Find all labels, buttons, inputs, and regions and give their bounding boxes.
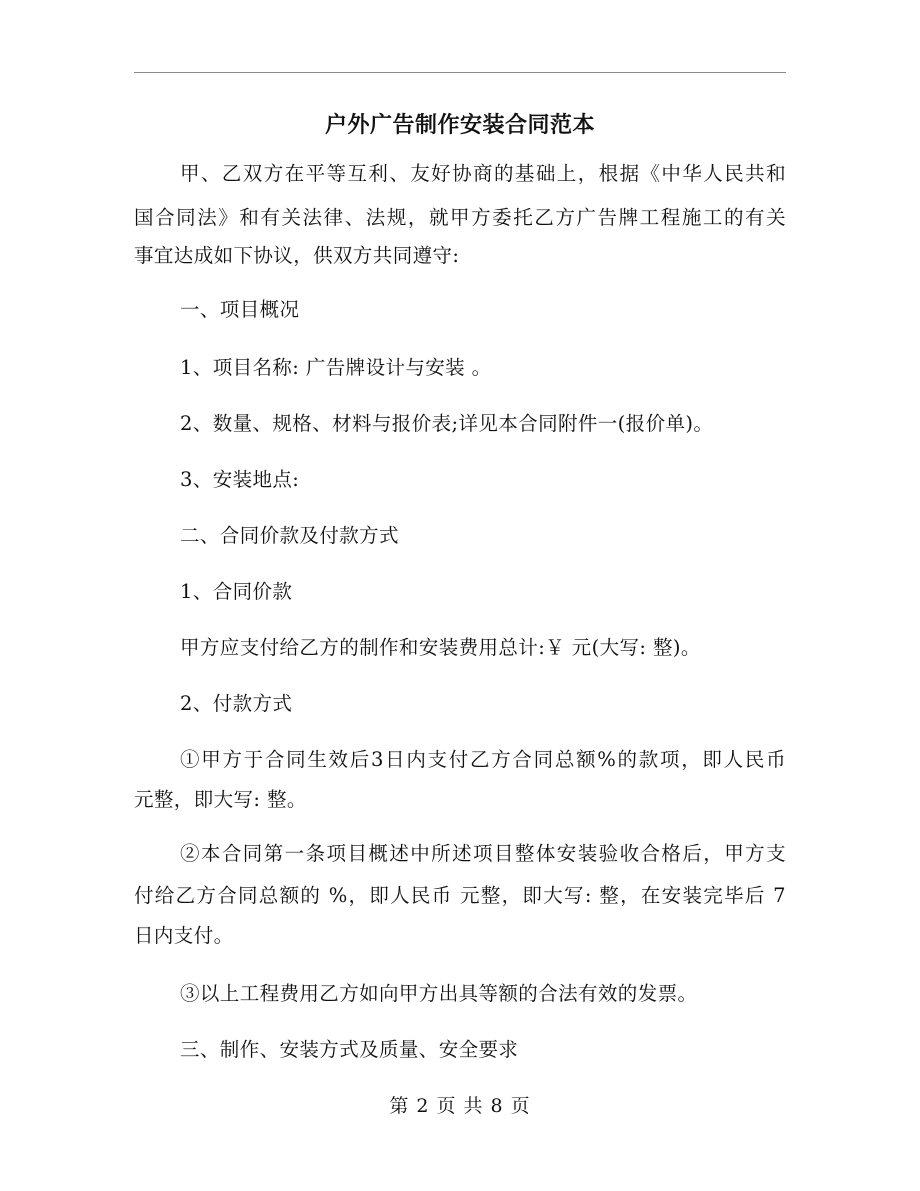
section-1-item-1: 1、项目名称: 广告牌设计与安装 。 — [180, 356, 492, 379]
section-2-heading: 二、合同价款及付款方式 — [180, 524, 399, 547]
payment-clause-1-line-2: 元整，即大写: 整。 — [134, 788, 307, 811]
document-title: 户外广告制作安装合同范本 — [324, 113, 595, 138]
page-number: 第 2 页 共 8 页 — [389, 1095, 531, 1117]
preamble-line-2: 国合同法》和有关法律、法规，就甲方委托乙方广告牌工程施工的有关 — [134, 206, 786, 229]
section-1-heading: 一、项目概况 — [180, 298, 300, 321]
payment-clause-2-line-1: ②本合同第一条项目概述中所述项目整体安装验收合格后，甲方支 — [180, 842, 786, 865]
payment-clause-3: ③以上工程费用乙方如向甲方出具等额的合法有效的发票。 — [180, 982, 698, 1005]
preamble-line-3: 事宜达成如下协议，供双方共同遵守: — [134, 244, 460, 267]
section-2-sub-2-heading: 2、付款方式 — [180, 692, 293, 715]
payment-clause-2-line-3: 日内支付。 — [134, 924, 234, 947]
header-rule — [134, 72, 786, 73]
section-3-heading: 三、制作、安装方式及质量、安全要求 — [180, 1038, 519, 1061]
payment-clause-2-line-2: 付给乙方合同总额的 %，即人民币 元整，即大写: 整，在安装完毕后 7 — [134, 884, 786, 907]
section-1-item-3: 3、安装地点: — [180, 468, 300, 491]
section-1-item-2: 2、数量、规格、材料与报价表;详见本合同附件一(报价单)。 — [180, 412, 714, 435]
payment-clause-1-line-1: ①甲方于合同生效后3日内支付乙方合同总额%的款项，即人民币 — [180, 748, 786, 771]
section-2-sub-1-text: 甲方应支付给乙方的制作和安装费用总计:￥ 元(大写: 整)。 — [180, 636, 701, 659]
preamble-line-1: 甲、乙双方在平等互利、友好协商的基础上，根据《中华人民共和 — [180, 162, 786, 185]
section-2-sub-1-heading: 1、合同价款 — [180, 580, 293, 603]
